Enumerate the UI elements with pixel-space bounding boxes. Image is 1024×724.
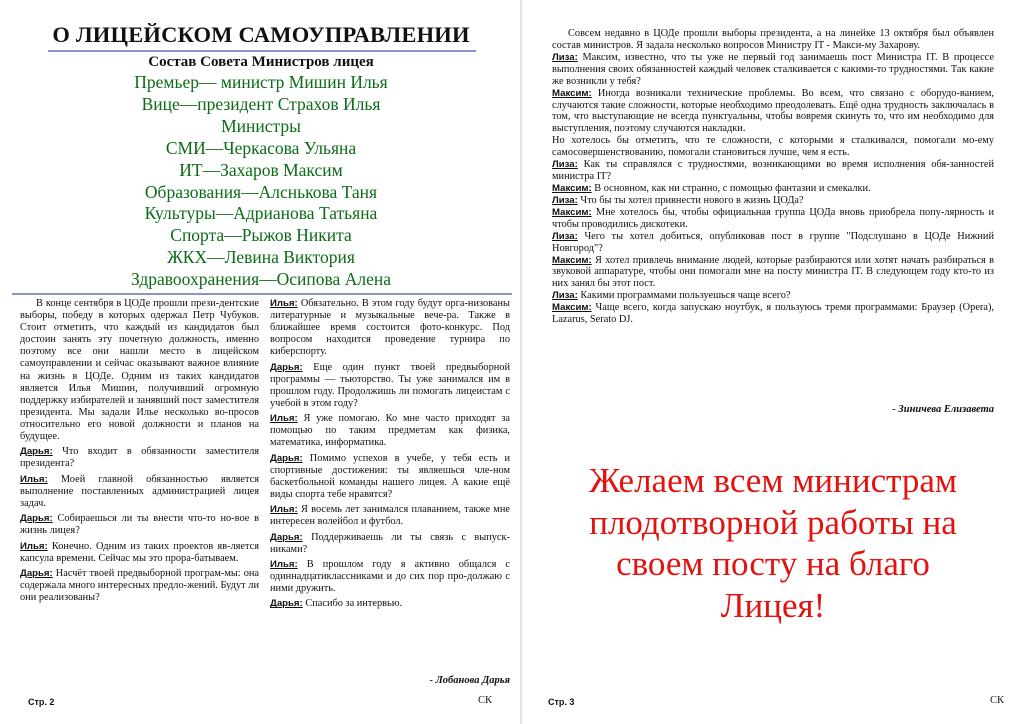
line-text: Насчёт твоей предвыборной програм-мы: она содержала много интересных предло-жений. Будут ли они реализованы? xyxy=(20,567,260,604)
line-text: Собираешься ли ты внести что-то но-вое в жизнь лицея? xyxy=(20,513,259,537)
interview-line xyxy=(552,52,994,88)
speaker-name: Лиза: xyxy=(552,51,578,63)
page-number: Стр. 2 xyxy=(28,697,55,707)
speaker-name: Дарья: xyxy=(20,446,53,458)
wish-line: плодотворной работы на xyxy=(589,502,957,542)
line-text: Мне хотелось бы, чтобы официальная группа ЦОДа вновь приобрела попу-лярность и чтобы проводились дискотеки. xyxy=(552,206,994,230)
speaker-name: Илья: xyxy=(270,298,298,309)
minister-line: Культуры—Адрианова Татьяна xyxy=(144,203,378,224)
speaker-name: Лиза: xyxy=(552,159,578,171)
interview-line xyxy=(270,532,510,556)
speaker-name: Максим: xyxy=(552,206,592,218)
interview-line xyxy=(270,598,510,610)
line-text: Я восемь лет занимался плаванием, также мне интересен волейбол и футбол. xyxy=(270,504,510,528)
wish-line: Желаем всем министрам xyxy=(588,461,958,500)
footer-mark: СК xyxy=(478,695,493,706)
interview-line xyxy=(552,302,994,326)
interview-column-left xyxy=(20,298,259,607)
interview-line xyxy=(20,513,259,537)
line-text: В прошлом году я активно общался с одиннадцатиклассниками и до сих пор про-должаю с ними дружить. xyxy=(270,559,510,595)
interview-line xyxy=(552,290,994,302)
interview-line xyxy=(552,183,994,195)
minister-line: Премьер— министр Мишин Илья xyxy=(134,72,388,92)
council-heading: Состав Совета Министров лицея xyxy=(148,54,374,70)
interview-line xyxy=(270,559,510,595)
page-number: Стр. 3 xyxy=(548,697,575,707)
line-text: Поддерживаешь ли ты связь с выпуск-никами? xyxy=(270,531,510,555)
minister-line: Образования—Алснькова Таня xyxy=(144,181,378,202)
speaker-name: Лиза: xyxy=(552,290,578,302)
interview-line xyxy=(270,298,510,358)
interview-line xyxy=(552,231,994,255)
line-text: Обязательно. В этом году будут орга-низованы литературные и музыкальные вече-ра. Также в ближайшее время состоится фото-конкурс. Под вопросом находится проведение турнира по киберспорту. xyxy=(270,298,510,358)
page-title: О ЛИЦЕЙСКОМ САМОУПРАВЛЕНИИ xyxy=(52,22,470,47)
line-text: Чаще всего, когда запускаю ноутбук, я пользуюсь тремя программами: Браузер (Opera), Lazarus, Serato DJ. xyxy=(552,302,994,326)
minister-line: ИТ—Захаров Максим xyxy=(179,159,343,180)
author-signature: - Лобанова Дарья xyxy=(429,675,510,686)
line-text: В основном, как ни странно, с помощью фантазии и смекалки. xyxy=(594,182,871,194)
speaker-name: Илья: xyxy=(20,540,48,552)
line-text: Как ты справлялся с трудностями, возникающими во время исполнения обя-занностей министра IT? xyxy=(552,159,994,183)
congratulation-message xyxy=(522,460,1024,626)
interview-line xyxy=(20,446,259,470)
line-text: Какими программами пользуешься чаще всего? xyxy=(580,290,791,302)
speaker-name: Илья: xyxy=(270,413,298,425)
speaker-name: Илья: xyxy=(20,473,48,485)
author-signature: - Зиничева Елизавета xyxy=(892,404,994,415)
line-text: Спасибо за интервью. xyxy=(305,598,403,610)
speaker-name: Дарья: xyxy=(20,567,53,579)
speaker-name: Дарья: xyxy=(270,531,303,543)
speaker-name: Илья: xyxy=(270,559,298,570)
line-text: Чего ты хотел добиться, опубликовав пост в группе "Подслушано в ЦОДе Нижний Новгород"? xyxy=(552,230,994,254)
speaker-name: Лиза: xyxy=(552,194,578,206)
speaker-name: Максим: xyxy=(552,302,592,314)
line-text: Я хотел привлечь внимание людей, которые разбираются или хотят начать разбираться в звуковой аппаратуре, чтобы они помогали мне на посту министра IT. В следующем году кто-то из них занял бы этот пост. xyxy=(552,254,994,290)
line-text: Но хотелось бы отметить, что те сложности, с которыми я сталкивался, помогали мо-ему самосовершенствованию, помогали становиться лучше, чем я есть. xyxy=(552,135,994,159)
minister-line: Вице—президент Страхов Илья xyxy=(141,93,381,114)
speaker-name: Дарья: xyxy=(270,598,303,610)
interview-intro: В конце сентября в ЦОДе прошли прези-дентские выборы, победу в которых одержал Петр Чубуков. Стоит отметить, что каждый из кандидатов был достоин занять эту почетную должность, именно поэтому все они нашли место в лицейском самоуправлении и сейчас оказывают важное влияние на жизнь в ЦОДе. Одним из таких кандидатов является Илья Мишин, получивший огромную поддержку избирателей и занявший пост заместителя президента. Мы задали Илье несколько во-просов относительно его новой должности и планов на будущее. xyxy=(20,298,259,443)
minister-line: Спорта—Рыжов Никита xyxy=(170,225,352,246)
line-text: Помимо успехов в учебе, у тебя есть и спортивные достижения: ты являешься чле-ном баскетбольной команды нашего лицея. А какие ещё виды спорта тебе нравятся? xyxy=(270,452,511,500)
line-text: Что входит в обязанности заместителя президента? xyxy=(20,446,259,470)
interview-line xyxy=(552,255,994,291)
interview-block xyxy=(552,28,994,326)
speaker-name: Дарья: xyxy=(270,361,303,373)
footer-mark: СК xyxy=(990,695,1005,706)
interview-line xyxy=(552,159,994,183)
speaker-name: Илья: xyxy=(270,504,298,516)
line-text: Максим, известно, что ты уже не первый год занимаешь пост Министра IT. В процессе выполнения своих обязанностей каждый человек сталкивается с какими-то трудностями. Так какие же возникли у тебя? xyxy=(552,51,994,87)
wish-line: своем посту на благо xyxy=(616,544,930,583)
line-text: Еще один пункт твоей предвыборной программы — тьюторство. Ты уже занимался им в прошлом году. Продолжишь ли помогать лицеистам с учебой в этом году? xyxy=(270,361,510,409)
section-divider xyxy=(12,293,512,295)
line-text: Конечно. Одним из таких проектов яв-ляется капсула времени. Сейчас мы это прора-батываем. xyxy=(20,540,259,564)
interview-column-right xyxy=(270,298,510,614)
interview-line xyxy=(20,568,259,604)
minister-line: СМИ—Черкасова Ульяна xyxy=(165,137,357,158)
speaker-name: Максим: xyxy=(552,254,592,266)
interview-line xyxy=(270,504,510,528)
ministers-list xyxy=(0,72,522,291)
minister-line: ЖКХ—Левина Виктория xyxy=(167,247,355,268)
interview-intro: Совсем недавно в ЦОДе прошли выборы президента, а на линейке 13 октября был объявлен состав министров. Я задала несколько вопросов Министру IT - Макси-му Захарову. xyxy=(552,28,994,51)
speaker-name: Максим: xyxy=(552,182,592,194)
line-text: Что бы ты хотел привнести нового в жизнь ЦОДа? xyxy=(580,194,804,206)
minister-line: Министры xyxy=(221,115,301,136)
interview-line xyxy=(270,413,510,449)
speaker-name: Лиза: xyxy=(552,230,578,242)
title-divider xyxy=(48,50,476,52)
line-text: Я уже помогаю. Ко мне часто приходят за помощью по таким предметам как физика, математика, информатика. xyxy=(270,413,510,449)
interview-line xyxy=(270,362,510,410)
interview-line xyxy=(552,207,994,231)
speaker-name: Максим: xyxy=(552,87,592,99)
interview-line xyxy=(552,135,994,159)
line-text: Моей главной обязанностью является выполнение поставленных администрацией лицея задач. xyxy=(20,473,259,509)
speaker-name: Дарья: xyxy=(270,452,303,464)
interview-line xyxy=(20,474,259,510)
wish-line: Лицея! xyxy=(720,585,826,625)
interview-line xyxy=(552,195,994,207)
speaker-name: Дарья: xyxy=(20,513,53,525)
page-3 xyxy=(522,0,1024,724)
interview-line xyxy=(270,453,510,501)
interview-line xyxy=(20,541,259,565)
interview-line xyxy=(552,88,994,136)
line-text: Иногда возникали технические проблемы. Во всем, что связано с оборудо-ванием, случаются такие сложности, которые необходимо преодолевать. Ещё одна трудность заключалась в том, что выступающие не всегда пунктуальны, чтобы вовремя скинуть то, что им необходимо для выступления, поэтому случаются накладки. xyxy=(552,87,994,135)
minister-line: Здравоохранения—Осипова Алена xyxy=(131,269,391,290)
